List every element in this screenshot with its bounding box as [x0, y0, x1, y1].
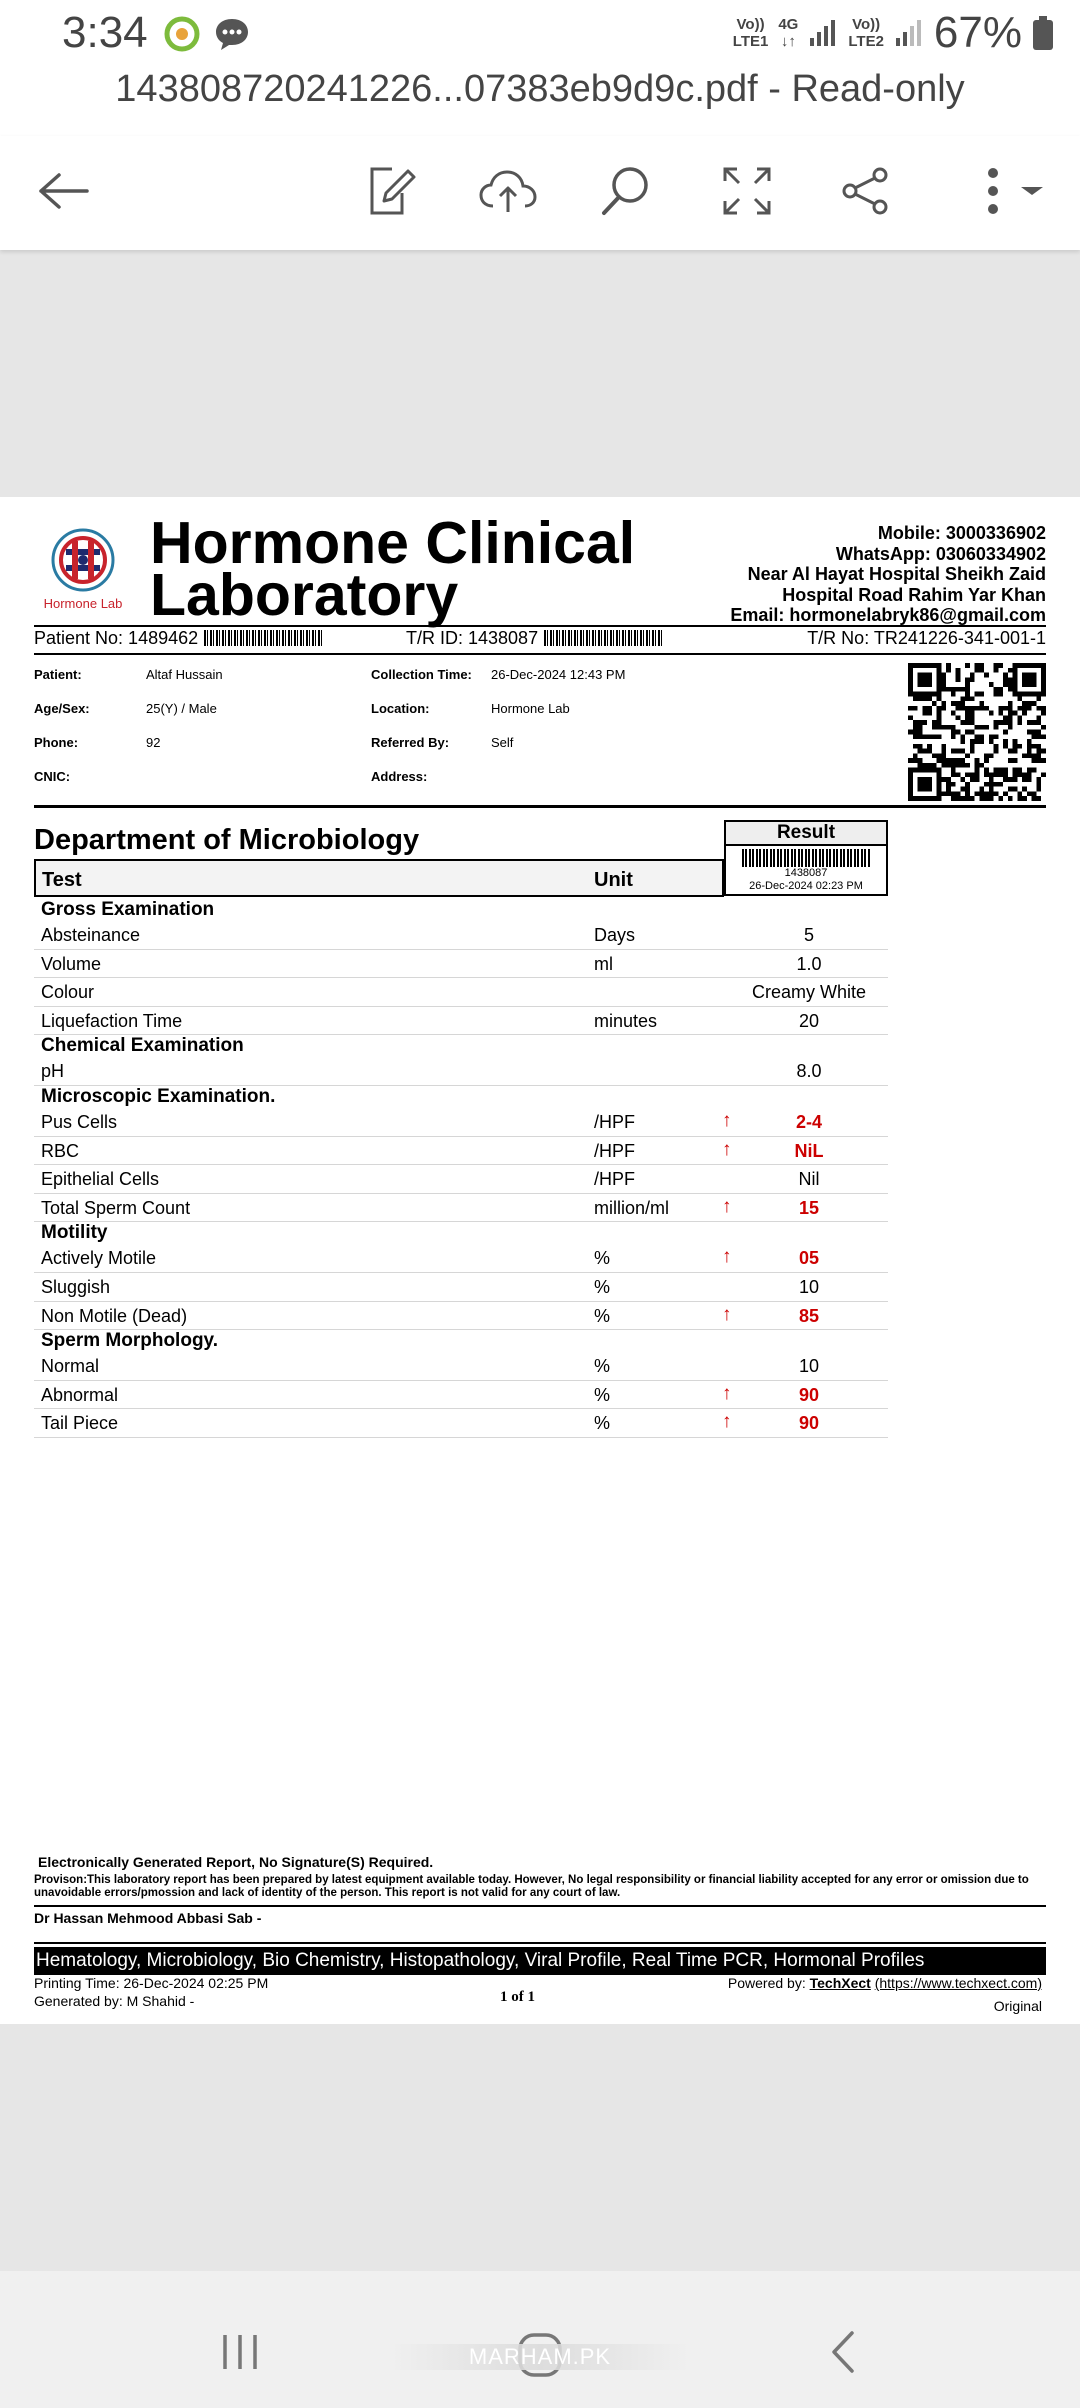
upload-button[interactable] [473, 156, 543, 226]
test-result: 10 [798, 1276, 820, 1297]
fullscreen-icon [721, 165, 773, 217]
test-result: Nil [798, 1169, 820, 1190]
test-result: 90 [798, 1413, 820, 1434]
patient-barcode [204, 630, 324, 646]
test-unit: % [594, 1413, 611, 1434]
lab-name-line2: Laboratory [150, 562, 459, 628]
more-icon [965, 163, 1045, 219]
test-unit: % [594, 1356, 611, 1377]
clock: 3:34 [62, 8, 148, 57]
phone-label: Phone: [34, 735, 79, 750]
share-icon [840, 165, 892, 217]
sim2-indicator [848, 16, 884, 50]
network-indicator [778, 16, 798, 50]
battery-icon [1032, 15, 1054, 51]
more-button[interactable] [960, 156, 1050, 226]
table-row [34, 1108, 888, 1137]
patient-number-text: Patient No: 1489462 [34, 628, 199, 648]
collection-label: Collection Time: [371, 667, 472, 682]
table-row [34, 921, 888, 950]
lab-name [150, 510, 636, 628]
edit-button[interactable] [355, 156, 425, 226]
pdf-page [0, 497, 1080, 2024]
contact-mobile: Mobile: 3000336902 [877, 523, 1046, 543]
powered-url[interactable]: (https://www.techxect.com) [874, 1975, 1042, 1991]
patient-label: Patient: [34, 667, 82, 682]
patient-number [34, 628, 324, 649]
test-result: 20 [798, 1010, 820, 1031]
table-row [34, 1352, 888, 1381]
section-heading [34, 899, 888, 921]
services-banner: Hematology, Microbiology, Bio Chemistry, Histopathology, Viral Profile, Real Time PCR, Hormonal Profiles [34, 1947, 1046, 1975]
test-result: 8.0 [796, 1061, 822, 1082]
qr-code [908, 663, 1046, 801]
contact-email: Email: hormonelabryk86@gmail.com [730, 605, 1046, 625]
results-table [34, 899, 888, 1438]
watermark-text: MARHAM.PK [390, 2344, 690, 2370]
table-row [34, 1194, 888, 1223]
system-icons [733, 8, 1054, 58]
powered-name[interactable]: TechXect [809, 1975, 871, 1991]
contact-whatsapp: WhatsApp: 03060334902 [835, 543, 1046, 564]
test-unit: ml [594, 953, 613, 974]
sim2-volte: Vo)) [852, 16, 881, 33]
table-header [34, 859, 724, 897]
share-button[interactable] [831, 156, 901, 226]
generated-by: Generated by: M Shahid - [34, 1993, 195, 2009]
sim1-volte: Vo)) [736, 16, 765, 33]
table-row [34, 1273, 888, 1302]
test-name: Liquefaction Time [41, 1010, 183, 1031]
agesex-value: 25(Y) / Male [146, 701, 217, 716]
printing-time: Printing Time: 26-Dec-2024 02:25 PM [34, 1975, 269, 1991]
fullscreen-button[interactable] [712, 156, 782, 226]
test-name: Absteinance [41, 925, 141, 945]
doctor-divider [34, 1942, 1046, 1944]
result-header [724, 820, 888, 896]
test-result: 05 [798, 1248, 820, 1269]
table-row [34, 950, 888, 979]
test-result: 2-4 [795, 1111, 822, 1132]
address-label: Address: [371, 769, 428, 784]
tr-barcode [544, 630, 664, 646]
contact-address-line2: Hospital Road Rahim Yar Khan [782, 584, 1046, 605]
test-name: Epithelial Cells [41, 1169, 160, 1190]
copy-label: Original [993, 1998, 1042, 2014]
high-flag-indicator: ↑ [722, 1411, 732, 1433]
result-barcode [742, 849, 870, 867]
result-datetime: 26-Dec-2024 02:23 PM [749, 880, 863, 892]
test-name: Normal [41, 1356, 100, 1377]
column-unit: Unit [594, 869, 633, 891]
notification-ring-icon [162, 14, 202, 54]
high-flag-indicator: ↑ [722, 1195, 732, 1217]
collection-value: 26-Dec-2024 12:43 PM [491, 667, 626, 682]
test-result: Creamy White [751, 982, 867, 1003]
test-unit: Days [594, 925, 636, 945]
high-flag-indicator: ↑ [722, 1138, 732, 1160]
powered-prefix: Powered by: [727, 1975, 810, 1991]
test-unit: /HPF [594, 1169, 636, 1190]
message-icon [212, 14, 252, 54]
result-title: Result [726, 822, 886, 846]
table-row [34, 1409, 888, 1438]
test-name: Sluggish [41, 1276, 111, 1297]
section-heading [34, 1035, 888, 1057]
signal1-icon [808, 18, 838, 48]
referred-label: Referred By: [371, 735, 450, 750]
patient-name: Altaf Hussain [146, 667, 223, 682]
tr-number: T/R No: TR241226-341-001-1 [807, 628, 1046, 648]
contact-address-line1: Near Al Hayat Hospital Sheikh Zaid [747, 564, 1046, 584]
back-arrow-icon [35, 171, 91, 211]
test-unit: % [594, 1305, 611, 1326]
test-unit: /HPF [594, 1111, 636, 1132]
test-result: 5 [803, 925, 814, 945]
section-title: Chemical Examination [41, 1035, 244, 1057]
search-icon [598, 163, 654, 219]
logo-caption: Hormone Lab [43, 596, 123, 611]
header-divider [34, 625, 1046, 627]
test-name: Tail Piece [41, 1413, 119, 1434]
back-button[interactable] [28, 156, 98, 226]
test-name: Abnormal [41, 1384, 119, 1405]
high-flag-indicator: ↑ [722, 1246, 732, 1268]
table-row [34, 1165, 888, 1194]
lab-name-line1: Hormone Clinical [150, 510, 636, 576]
test-result: 15 [798, 1197, 820, 1218]
location-value: Hormone Lab [491, 701, 570, 716]
table-row [34, 1137, 888, 1166]
doctor-name: Dr Hassan Mehmood Abbasi Sab - [34, 1910, 262, 1926]
provision-divider [34, 1905, 1046, 1907]
section-title: Sperm Morphology. [41, 1330, 218, 1352]
test-name: Volume [41, 953, 102, 974]
lab-contact [730, 523, 1046, 626]
test-unit: % [594, 1276, 611, 1297]
table-row [34, 1302, 888, 1331]
table-row [34, 1007, 888, 1036]
agesex-label: Age/Sex: [34, 701, 90, 716]
navigation-bar [0, 2271, 1080, 2408]
viewer-toolbar [0, 136, 1080, 250]
table-row [34, 978, 888, 1007]
section-title: Microscopic Examination. [41, 1085, 276, 1107]
test-name: Colour [41, 982, 95, 1003]
battery-percent: 67% [933, 8, 1022, 57]
section-heading [34, 1330, 888, 1352]
department-title: Department of Microbiology [34, 824, 420, 856]
sim1-lte: LTE1 [732, 33, 769, 50]
test-name: RBC [41, 1140, 80, 1161]
document-title: 143808720241226...07383eb9d9c.pdf - Read-only [0, 66, 1080, 136]
notification-icons [162, 14, 252, 54]
status-bar [0, 0, 1080, 66]
test-unit: /HPF [594, 1140, 636, 1161]
system-back-button[interactable] [805, 2327, 885, 2377]
network-type: 4G [778, 16, 799, 33]
lab-logo [38, 527, 128, 611]
location-label: Location: [371, 701, 430, 716]
info-divider [34, 805, 1046, 808]
phone-value: 92 [146, 735, 161, 750]
signal2-icon [894, 18, 924, 48]
powered-by [728, 1975, 1042, 1991]
high-flag-indicator: ↑ [722, 1382, 732, 1404]
ids-divider [34, 653, 1046, 655]
test-name: pH [41, 1061, 65, 1082]
test-unit: % [594, 1384, 611, 1405]
high-flag-indicator: ↑ [722, 1109, 732, 1131]
test-result: NiL [794, 1140, 824, 1161]
test-result: 85 [798, 1305, 820, 1326]
test-unit: million/ml [594, 1197, 670, 1218]
data-arrows: ↓↑ [780, 33, 796, 50]
edit-icon [362, 163, 418, 219]
cloud-upload-icon [477, 166, 539, 216]
tr-id [406, 628, 664, 649]
test-name: Pus Cells [41, 1111, 118, 1132]
no-signature-note: Electronically Generated Report, No Signature(S) Required. [38, 1854, 434, 1870]
test-result: 10 [798, 1356, 820, 1377]
tr-id-text: T/R ID: 1438087 [406, 628, 539, 648]
test-name: Actively Motile [41, 1248, 157, 1269]
test-result: 1.0 [796, 953, 822, 974]
table-row [34, 1244, 888, 1273]
section-title: Gross Examination [41, 899, 215, 920]
section-heading [34, 1086, 888, 1108]
recent-apps-icon [215, 2327, 265, 2377]
table-row [34, 1381, 888, 1410]
search-button[interactable] [591, 156, 661, 226]
test-unit: % [594, 1248, 611, 1269]
page-number: 1 of 1 [500, 1989, 535, 2005]
test-name: Total Sperm Count [41, 1197, 191, 1218]
test-unit: minutes [594, 1010, 658, 1031]
recent-apps-button[interactable] [200, 2327, 280, 2377]
high-flag-indicator: ↑ [722, 1303, 732, 1325]
sim2-lte: LTE2 [848, 33, 884, 50]
result-id: 1438087 [784, 867, 828, 879]
table-row [34, 1057, 888, 1086]
cnic-label: CNIC: [34, 769, 71, 784]
sim1-indicator [733, 16, 769, 50]
referred-value: Self [491, 735, 514, 750]
column-test: Test [42, 869, 82, 891]
test-name: Non Motile (Dead) [41, 1305, 188, 1326]
section-heading [34, 1222, 888, 1244]
provision-text: Provison:This laboratory report has been prepared by latest equipment available today. However, No legal responsibility or financial liability accepted for any error or omission due to unavoidable errors/pmossion and lack of identity of the person. This report is not valid for any court of law. [34, 1874, 1029, 1899]
test-result: 90 [798, 1384, 820, 1405]
section-title: Motility [41, 1222, 108, 1244]
lab-logo-icon [48, 527, 118, 593]
back-nav-icon [820, 2327, 870, 2377]
